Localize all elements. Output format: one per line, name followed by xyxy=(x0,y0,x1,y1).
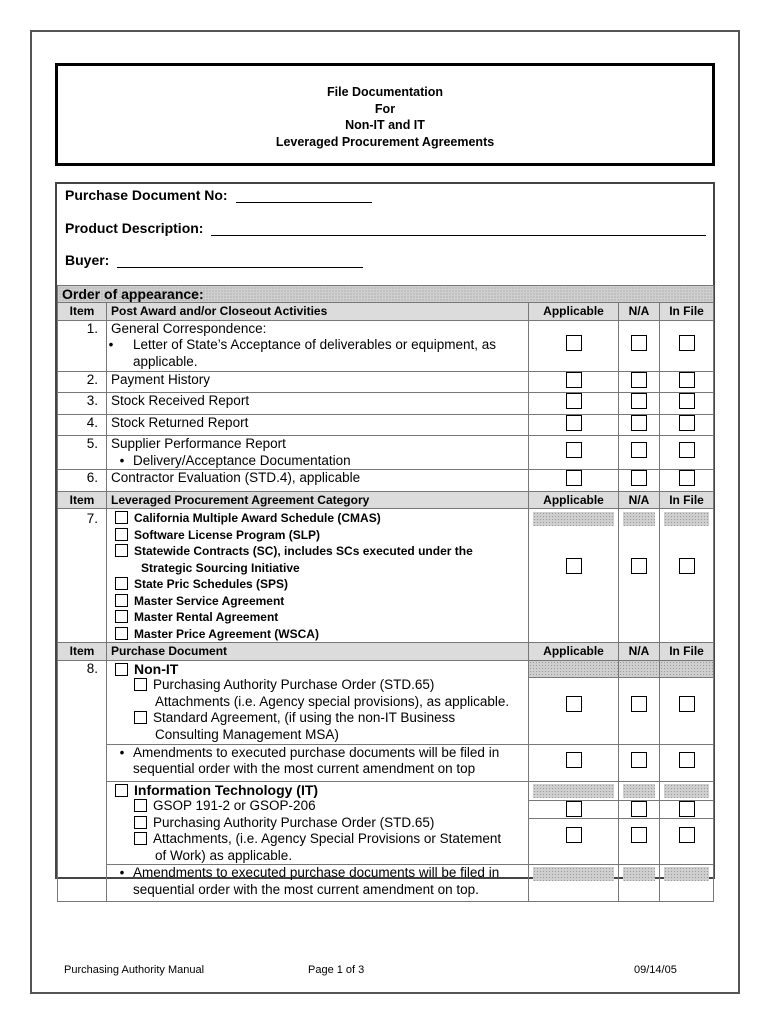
shaded-block xyxy=(664,867,709,881)
col-na: N/A xyxy=(619,643,660,661)
na-checkbox[interactable] xyxy=(631,335,647,351)
na-checkbox[interactable] xyxy=(631,558,647,574)
col-applicable: Applicable xyxy=(529,643,619,661)
col-applicable: Applicable xyxy=(529,303,619,321)
amend-text-cont: sequential order with the most current amendment on top xyxy=(133,761,476,776)
shaded-block xyxy=(660,661,713,678)
in-file-checkbox[interactable] xyxy=(679,442,695,458)
option-label: Software License Program (SLP) xyxy=(134,527,321,542)
applicable-checkbox[interactable] xyxy=(566,696,582,712)
option-label: Master Rental Agreement xyxy=(134,610,279,624)
bullet-icon: • xyxy=(119,452,125,468)
it-heading: Information Technology (IT) xyxy=(134,781,319,798)
buyer-label: Buyer: xyxy=(65,252,110,268)
applicable-checkbox[interactable] xyxy=(566,558,582,574)
bullet-icon: • xyxy=(119,744,125,760)
cmas-checkbox[interactable] xyxy=(115,511,128,524)
item-number: 6. xyxy=(58,470,107,492)
title-box xyxy=(55,63,715,166)
na-checkbox[interactable] xyxy=(631,696,647,712)
shaded-block xyxy=(623,867,655,881)
buyer-input[interactable] xyxy=(117,252,363,268)
po-checkbox[interactable] xyxy=(134,678,147,691)
na-checkbox[interactable] xyxy=(631,393,647,409)
applicable-checkbox[interactable] xyxy=(566,393,582,409)
it-amend xyxy=(107,865,529,902)
applicable-checkbox[interactable] xyxy=(566,335,582,351)
col-item: Item xyxy=(58,491,107,509)
product-desc-field xyxy=(65,220,706,236)
product-desc-input[interactable] xyxy=(211,220,706,236)
applicable-checkbox[interactable] xyxy=(566,827,582,843)
option-label: Master Service Agreement xyxy=(134,593,285,608)
na-checkbox[interactable] xyxy=(631,372,647,388)
it-attach: Attachments, (i.e. Agency Special Provisions or Statement xyxy=(153,831,502,846)
non-it-po-cont: Attachments (i.e. Agency special provisions), as applicable. xyxy=(155,693,510,709)
non-it-sa-cont: Consulting Management MSA) xyxy=(155,726,339,742)
non-it-po: Purchasing Authority Purchase Order (STD.65) xyxy=(153,677,435,692)
shaded-block xyxy=(664,512,709,526)
table-row xyxy=(58,509,714,643)
order-of-appearance: Order of appearance: xyxy=(58,286,714,303)
na-checkbox[interactable] xyxy=(631,442,647,458)
na-cell xyxy=(619,509,660,643)
section1-title: Post Award and/or Closeout Activities xyxy=(107,303,529,321)
applicable-cell xyxy=(529,781,619,865)
item-title: Supplier Performance Report xyxy=(111,436,286,451)
shaded-block xyxy=(619,661,659,678)
item-text xyxy=(107,436,529,470)
shaded-block xyxy=(664,784,709,798)
section3-title: Purchase Document xyxy=(107,643,529,661)
col-item: Item xyxy=(58,643,107,661)
footer-left: Purchasing Authority Manual xyxy=(64,964,205,976)
col-na: N/A xyxy=(619,303,660,321)
item-number: 3. xyxy=(58,393,107,415)
non-it-sa: Standard Agreement, (if using the non-IT Business xyxy=(153,710,456,725)
gsop-checkbox[interactable] xyxy=(134,799,147,812)
bullet-icon: • xyxy=(108,337,114,352)
it-po-checkbox[interactable] xyxy=(134,816,147,829)
na-checkbox[interactable] xyxy=(631,415,647,431)
col-in-file: In File xyxy=(660,303,714,321)
in-file-checkbox[interactable] xyxy=(679,827,695,843)
footer-date: 09/14/05 xyxy=(634,964,677,976)
product-desc-label: Product Description: xyxy=(65,220,204,236)
in-file-checkbox[interactable] xyxy=(679,752,695,768)
non-it-amend xyxy=(107,744,529,781)
buyer-field xyxy=(65,252,363,268)
in-file-cell xyxy=(660,781,714,865)
it-attach-cont: of Work) as applicable. xyxy=(155,847,293,863)
item-bullet-text: Letter of State’s Acceptance of deliverables or equipment, as applicable. xyxy=(133,337,496,369)
in-file-checkbox[interactable] xyxy=(679,393,695,409)
in-file-cell xyxy=(660,509,714,643)
msa-checkbox[interactable] xyxy=(115,594,128,607)
it-gsop: GSOP 191-2 or GSOP-206 xyxy=(153,798,316,813)
applicable-cell xyxy=(529,509,619,643)
option-label: State Pric Schedules (SPS) xyxy=(134,577,289,591)
in-file-checkbox[interactable] xyxy=(679,372,695,388)
applicable-checkbox[interactable] xyxy=(566,442,582,458)
option-label: Master Price Agreement (WSCA) xyxy=(134,626,319,641)
item-title: Contractor Evaluation (STD.4), applicable xyxy=(107,470,529,492)
table-row xyxy=(58,414,714,436)
slp-checkbox[interactable] xyxy=(115,528,128,541)
item-title: Stock Received Report xyxy=(107,393,529,415)
amend-text: Amendments to executed purchase documents will be filed in xyxy=(133,744,500,760)
col-item: Item xyxy=(58,303,107,321)
item-number: 5. xyxy=(58,436,107,470)
applicable-checkbox[interactable] xyxy=(566,415,582,431)
option-label: California Multiple Award Schedule (CMAS) xyxy=(134,511,381,525)
title-line-2: For xyxy=(374,101,396,116)
col-in-file: In File xyxy=(660,643,714,661)
item-number: 8. xyxy=(58,660,107,902)
purchase-doc-label: Purchase Document No: xyxy=(65,187,228,203)
shaded-block xyxy=(533,512,614,526)
item-number: 2. xyxy=(58,371,107,393)
it-block xyxy=(107,781,529,865)
table-row xyxy=(58,371,714,393)
section2-title: Leveraged Procurement Agreement Category xyxy=(107,491,529,509)
amend-text-cont: sequential order with the most current amendment on top. xyxy=(133,881,479,897)
col-na: N/A xyxy=(619,491,660,509)
shaded-block xyxy=(529,661,618,678)
na-checkbox[interactable] xyxy=(631,827,647,843)
item-number: 7. xyxy=(58,509,107,643)
na-checkbox[interactable] xyxy=(631,470,647,486)
in-file-cell xyxy=(660,660,714,744)
applicable-checkbox[interactable] xyxy=(566,752,582,768)
it-checkbox[interactable] xyxy=(115,784,128,797)
table-row xyxy=(58,320,714,371)
item-title: Stock Returned Report xyxy=(107,414,529,436)
table-row xyxy=(58,781,714,865)
shaded-block xyxy=(623,512,655,526)
non-it-heading: Non-IT xyxy=(134,660,179,677)
table-row xyxy=(58,865,714,902)
in-file-checkbox[interactable] xyxy=(679,470,695,486)
footer-page: Page 1 of 3 xyxy=(308,964,365,976)
applicable-checkbox[interactable] xyxy=(566,801,582,817)
sps-checkbox[interactable] xyxy=(115,577,128,590)
it-po: Purchasing Authority Purchase Order (STD.65) xyxy=(153,814,435,830)
col-in-file: In File xyxy=(660,491,714,509)
applicable-cell xyxy=(529,660,619,744)
wsca-checkbox[interactable] xyxy=(115,627,128,640)
title-line-3: Non-IT and IT xyxy=(345,118,425,132)
item-text xyxy=(107,320,529,371)
non-it-block xyxy=(107,660,529,744)
shaded-block xyxy=(533,784,614,798)
title-line-1: File Documentation xyxy=(327,85,443,99)
item-bullet-text: Delivery/Acceptance Documentation xyxy=(133,452,351,468)
attach-checkbox[interactable] xyxy=(134,832,147,845)
form-box xyxy=(55,182,715,897)
table-row xyxy=(58,436,714,470)
purchase-doc-field xyxy=(65,187,372,203)
sc-checkbox[interactable] xyxy=(115,544,128,557)
mra-checkbox[interactable] xyxy=(115,610,128,623)
item-number: 1. xyxy=(58,320,107,371)
na-cell xyxy=(619,660,660,744)
non-it-checkbox[interactable] xyxy=(115,663,128,676)
option-label: Statewide Contracts (SC), includes SCs executed under the xyxy=(134,544,473,558)
in-file-checkbox[interactable] xyxy=(679,801,695,817)
sa-checkbox[interactable] xyxy=(134,711,147,724)
item-number: 4. xyxy=(58,414,107,436)
table-row xyxy=(58,470,714,492)
in-file-checkbox[interactable] xyxy=(679,415,695,431)
lpa-category-list xyxy=(107,509,529,643)
col-applicable: Applicable xyxy=(529,491,619,509)
table-row xyxy=(58,660,714,744)
bullet-icon: • xyxy=(119,865,125,880)
title-line-4: Leveraged Procurement Agreements xyxy=(275,134,495,149)
na-cell xyxy=(619,781,660,865)
item-title: Payment History xyxy=(107,371,529,393)
option-label-cont: Strategic Sourcing Initiative xyxy=(141,560,300,575)
in-file-checkbox[interactable] xyxy=(679,335,695,351)
item-title: General Correspondence: xyxy=(111,320,267,336)
in-file-checkbox[interactable] xyxy=(679,696,695,712)
na-checkbox[interactable] xyxy=(631,752,647,768)
na-checkbox[interactable] xyxy=(631,801,647,817)
table-row xyxy=(58,393,714,415)
shaded-block xyxy=(623,784,655,798)
shaded-block xyxy=(533,867,614,881)
in-file-checkbox[interactable] xyxy=(679,558,695,574)
applicable-checkbox[interactable] xyxy=(566,372,582,388)
documentation-table xyxy=(57,285,714,902)
amend-text: Amendments to executed purchase documents will be filed in xyxy=(133,865,500,880)
purchase-doc-input[interactable] xyxy=(236,187,372,203)
applicable-checkbox[interactable] xyxy=(566,470,582,486)
table-row xyxy=(58,744,714,781)
